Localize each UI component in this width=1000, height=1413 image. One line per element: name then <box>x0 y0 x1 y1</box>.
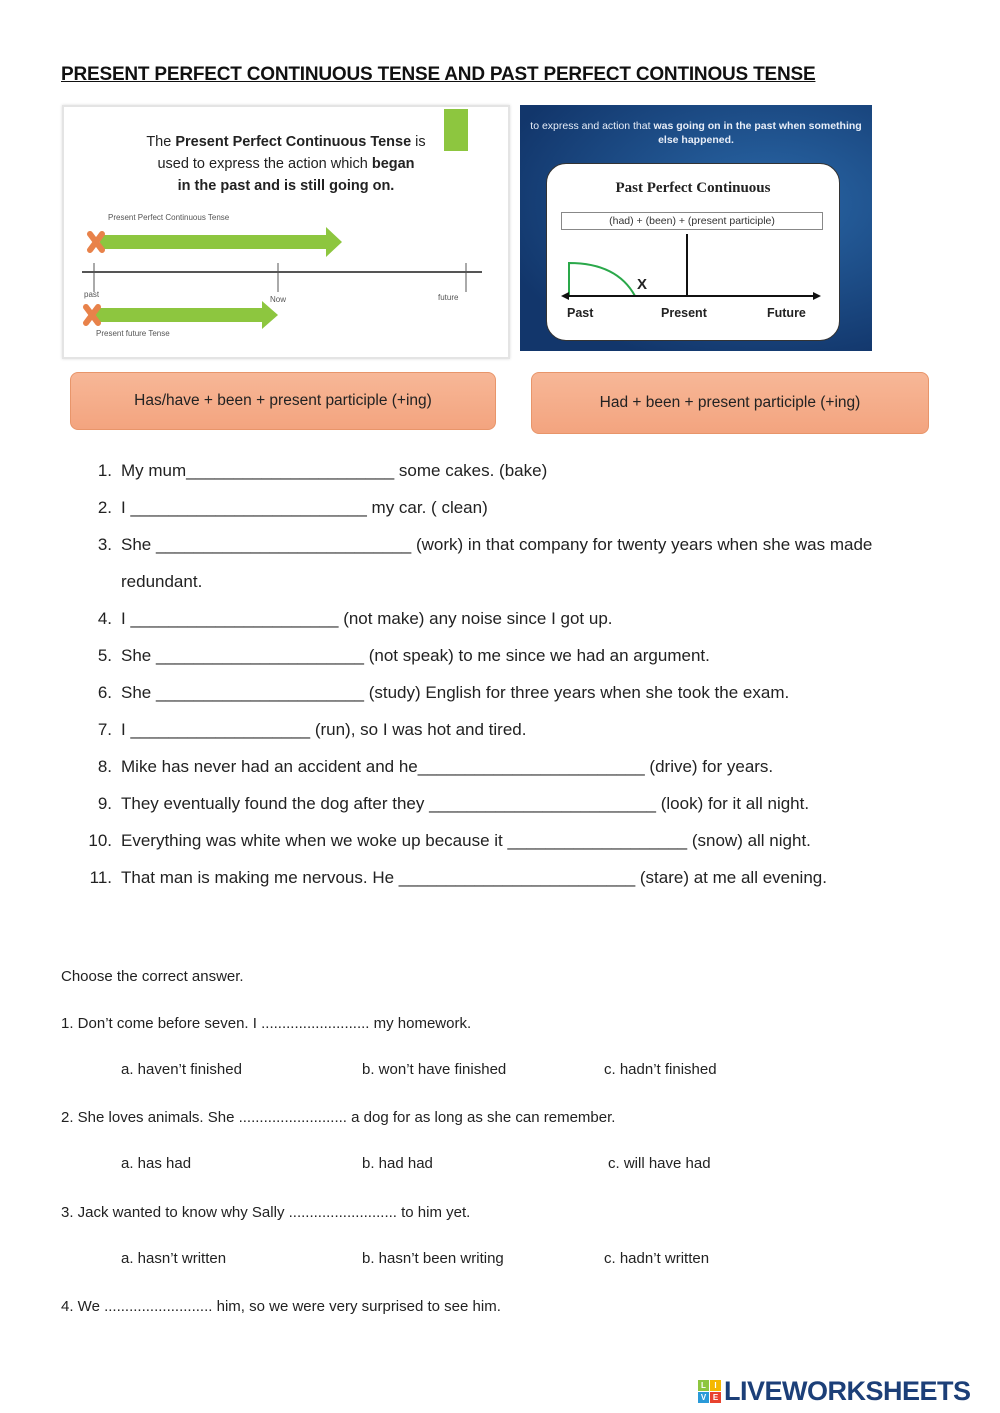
exercise-item <box>86 535 872 555</box>
arrow-present-future <box>94 301 278 329</box>
present-perfect-continuous-diagram <box>62 105 510 359</box>
question-text: 3. Jack wanted to know why Sally .......................... to him yet. <box>61 1204 471 1221</box>
text: is <box>411 134 426 150</box>
question-text: 2. She loves animals. She .......................... a dog for as long as she can remember. <box>61 1109 616 1126</box>
present-label: Present <box>661 306 707 320</box>
text: Present Perfect Continuous Tense <box>175 134 412 150</box>
item-text: I <box>121 609 131 628</box>
question-text: 1. Don’t come before seven. I .......................... my homework. <box>61 1015 472 1032</box>
item-number: 5. <box>97 646 112 665</box>
exercise-item <box>86 868 827 888</box>
text: in the past and is still going on. <box>177 178 395 194</box>
past-label: past <box>84 290 100 299</box>
past-perfect-continuous-diagram <box>520 105 872 351</box>
item-number: 7. <box>97 720 112 739</box>
text: The <box>146 134 176 150</box>
item-text: (not make) any noise since I got up. <box>338 609 613 628</box>
answer-option[interactable]: a. hasn’t written <box>121 1250 227 1267</box>
logo-tiles-icon <box>698 1380 721 1403</box>
future-label: future <box>438 293 459 302</box>
exercise-item <box>86 572 202 592</box>
item-number: 10. <box>88 831 112 850</box>
now-label: Now <box>270 295 287 304</box>
diagram-heading: Past Perfect Continuous <box>615 180 771 196</box>
exercise-item <box>86 683 789 703</box>
exercise-item <box>86 609 613 629</box>
answer-option[interactable]: a. haven’t finished <box>121 1061 242 1078</box>
exercise-item <box>86 646 710 666</box>
text: used to express the action which <box>157 156 372 172</box>
item-text: My mum <box>121 461 187 480</box>
item-text: (run), so I was hot and tired. <box>310 720 527 739</box>
item-text: I <box>121 498 131 517</box>
item-text: Mike has never had an accident and he <box>121 757 418 776</box>
answer-blank[interactable]: ______________________ <box>130 609 339 628</box>
item-text: She <box>121 535 156 554</box>
diagram-card <box>546 163 840 341</box>
exercise-item <box>86 794 809 814</box>
past-label: Past <box>567 306 594 320</box>
event-mark: X <box>637 276 648 293</box>
answer-option[interactable]: c. will have had <box>608 1155 711 1172</box>
item-number: 11. <box>89 868 112 887</box>
item-number: 8. <box>97 757 112 776</box>
exercise-item <box>86 498 488 518</box>
logo-tile: V <box>698 1392 709 1403</box>
arrow1-label: Present Perfect Continuous Tense <box>108 213 230 222</box>
item-text: (drive) for years. <box>644 757 774 776</box>
item-text: (not speak) to me since we had an argument. <box>364 646 710 665</box>
worksheet-title: PRESENT PERFECT CONTINUOUS TENSE AND PAST PERFECT CONTINOUS TENSE <box>61 64 816 85</box>
answer-blank[interactable]: ______________________ <box>155 646 364 665</box>
item-text: That man is making me nervous. He <box>121 868 399 887</box>
item-number: 1. <box>97 461 112 480</box>
answer-blank[interactable]: ______________________ <box>155 683 364 702</box>
item-text: (look) for it all night. <box>656 794 810 813</box>
item-number: 4. <box>97 609 112 628</box>
answer-option[interactable]: b. hasn’t been writing <box>362 1250 504 1267</box>
answer-option[interactable]: b. had had <box>362 1155 433 1172</box>
answer-option[interactable]: c. hadn’t written <box>604 1250 710 1267</box>
logo-tile: L <box>698 1380 709 1391</box>
answer-blank[interactable]: _________________________ <box>130 498 367 517</box>
item-number: 2. <box>97 498 112 517</box>
item-number: 6. <box>97 683 112 702</box>
item-text: my car. ( clean) <box>366 498 488 517</box>
logo-tile: E <box>710 1392 721 1403</box>
logo-text: LIVEWORKSHEETS <box>724 1376 971 1406</box>
exercise-item <box>86 757 773 777</box>
answer-blank[interactable]: ________________________ <box>429 794 657 813</box>
formula-box: (had) + (been) + (present participle) <box>561 212 823 230</box>
arrow2-label: Present future Tense <box>96 329 170 338</box>
answer-blank[interactable]: _________________________ <box>398 868 636 887</box>
answer-blank[interactable]: ___________________________ <box>155 535 412 554</box>
answer-option[interactable]: b. won’t have finished <box>362 1061 507 1078</box>
action-curve <box>569 263 635 296</box>
exercise-item <box>86 720 526 740</box>
item-text: (stare) at me all evening. <box>635 868 827 887</box>
answer-blank[interactable]: ______________________ <box>186 461 395 480</box>
answer-option[interactable]: a. has had <box>121 1155 192 1172</box>
instruction: Choose the correct answer. <box>61 968 244 985</box>
item-text: She <box>121 646 156 665</box>
item-number: 9. <box>97 794 112 813</box>
answer-blank[interactable]: ___________________ <box>507 831 688 850</box>
answer-blank[interactable]: ___________________ <box>130 720 311 739</box>
item-text: redundant. <box>121 572 203 591</box>
text: to express and action that <box>530 120 654 132</box>
future-label: Future <box>767 306 806 320</box>
text: was going on in the past when something else happened. <box>653 120 862 146</box>
exercise-item <box>86 831 811 851</box>
item-text: They eventually found the dog after they <box>121 794 430 813</box>
item-text: She <box>121 683 156 702</box>
logo-tile: I <box>710 1380 721 1391</box>
item-text: (work) in that company for twenty years when she was made <box>411 535 873 554</box>
formula-box-past-perfect: Had + been + present participle (+ing) <box>531 372 929 434</box>
formula-box-present-perfect: Has/have + been + present participle (+ing) <box>70 372 496 430</box>
answer-option[interactable]: c. hadn’t finished <box>604 1061 717 1078</box>
item-text: (study) English for three years when she took the exam. <box>364 683 790 702</box>
timeline-svg <box>64 107 508 357</box>
item-text: I <box>121 720 131 739</box>
exercise-item <box>86 461 547 481</box>
item-text: Everything was white when we woke up because it <box>121 831 508 850</box>
arrow-present-perfect <box>100 227 342 257</box>
text: began <box>371 156 415 172</box>
caption <box>526 119 866 147</box>
item-text: (snow) all night. <box>687 831 811 850</box>
liveworksheets-logo <box>698 1376 971 1407</box>
item-text: some cakes. (bake) <box>394 461 548 480</box>
answer-blank[interactable]: ________________________ <box>417 757 645 776</box>
question-text: 4. We .......................... him, so we were very surprised to see him. <box>61 1298 501 1315</box>
item-number: 3. <box>97 535 112 554</box>
